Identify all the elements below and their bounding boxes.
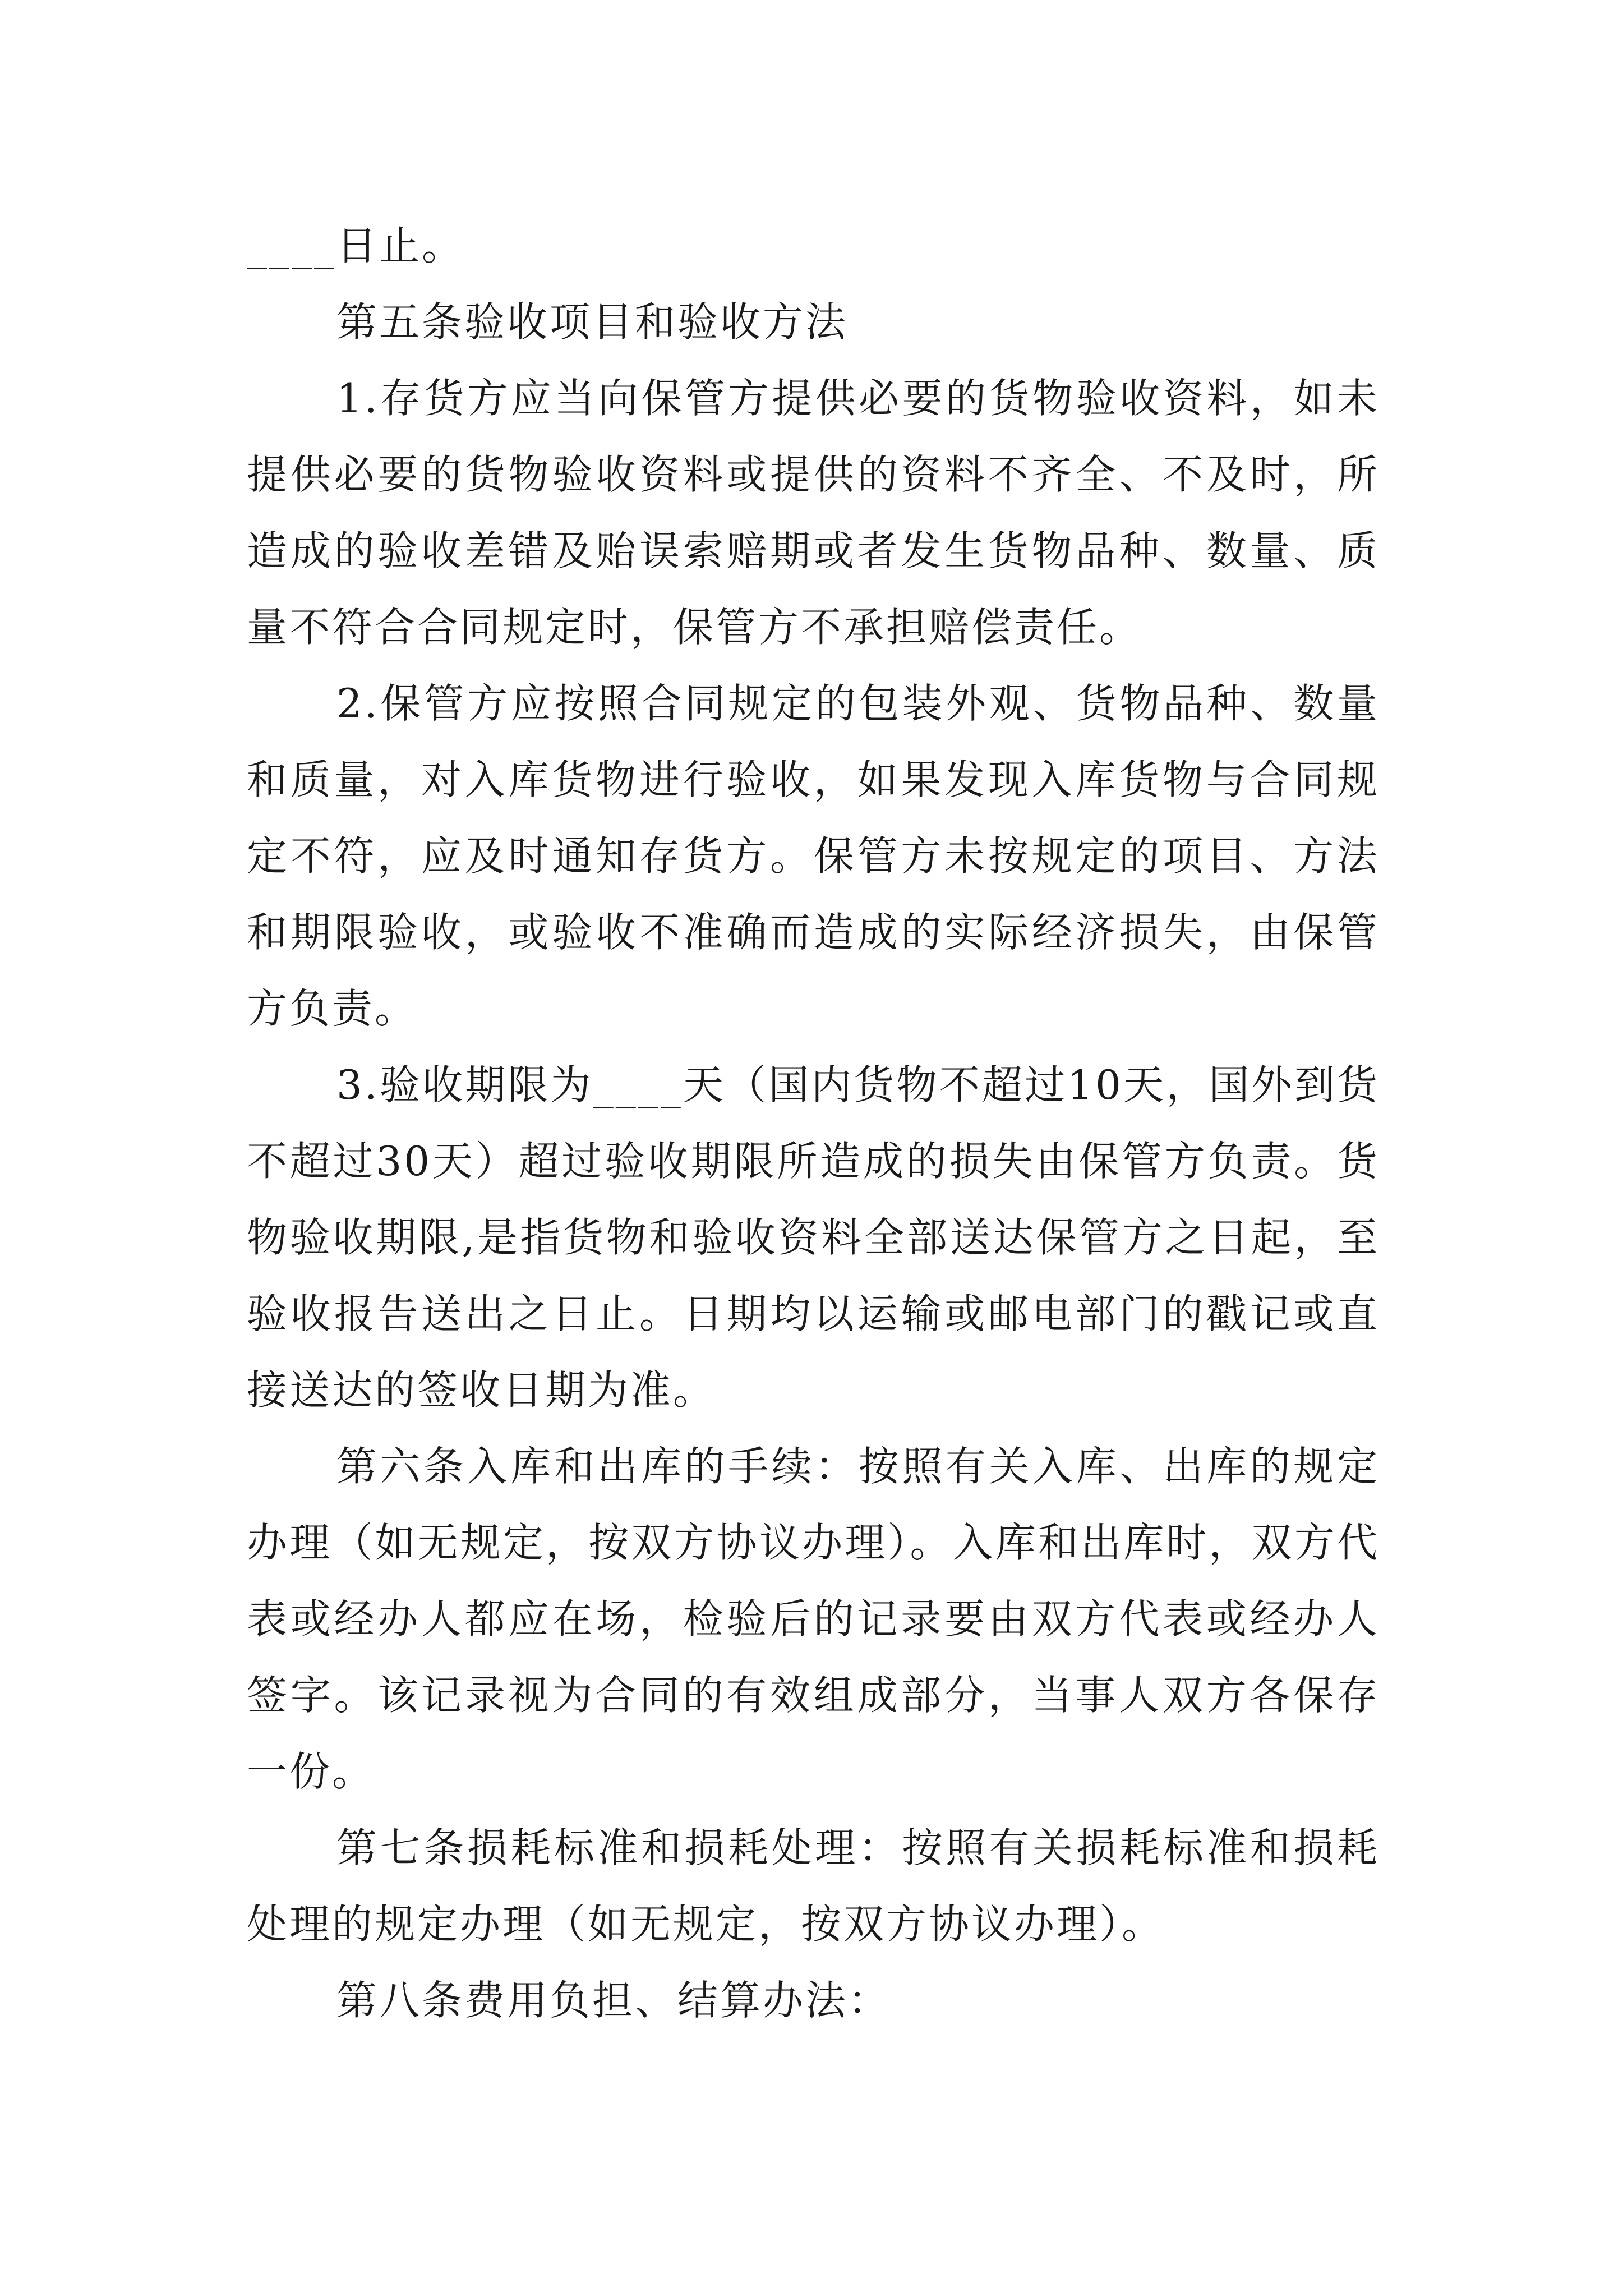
paragraph-article-5-item-3: 3.验收期限为____天（国内货物不超过10天，国外到货不超过30天）超过验收期限所造成的损失由保管方负责。货物验收期限,是指货物和验收资料全部送达保管方之日起，至验收报告送出之日止。日期均以运输或邮电部门的戳记或直接送达的签收日期为准。: [247, 1061, 1380, 1414]
paragraph-article-7: 第七条损耗标准和损耗处理：按照有关损耗标准和损耗处理的规定办理（如无规定，按双方协议办理）。: [247, 1824, 1380, 1948]
paragraph-article-5-title: 第五条验收项目和验收方法: [336, 298, 849, 346]
document-body: [247, 208, 1380, 2039]
paragraph-article-6: 第六条入库和出库的手续：按照有关入库、出库的规定办理（如无规定，按双方协议办理）。入库和出库时，双方代表或经办人都应在场，检验后的记录要由双方代表或经办人签字。该记录视为合同的有效组成部分，当事人双方各保存一份。: [247, 1443, 1380, 1795]
paragraph-article-8: 第八条费用负担、结算办法：: [336, 1977, 891, 2024]
paragraph-article-5-item-1: 1.存货方应当向保管方提供必要的货物验收资料，如未提供必要的货物验收资料或提供的资料不齐全、不及时，所造成的验收差错及贻误索赔期或者发生货物品种、数量、质量不符合合同规定时，保管方不承担赔偿责任。: [247, 375, 1380, 651]
paragraph-article-5-item-2: 2.保管方应按照合同规定的包装外观、货物品种、数量和质量，对入库货物进行验收，如果发现入库货物与合同规定不符，应及时通知存货方。保管方未按规定的项目、方法和期限验收，或验收不准确而造成的实际经济损失，由保管方负责。: [247, 680, 1380, 1032]
paragraph-date-end: ____日止。: [247, 222, 465, 269]
